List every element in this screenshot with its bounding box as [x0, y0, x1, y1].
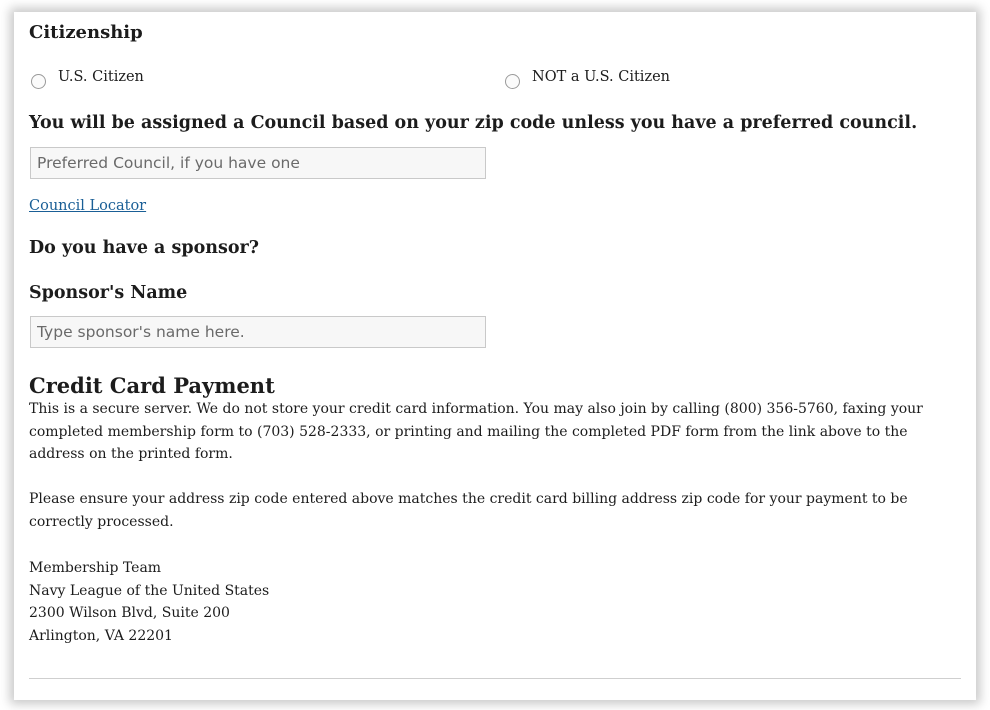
radio-circle-icon[interactable]: [505, 74, 520, 89]
preferred-council-input[interactable]: [30, 147, 486, 179]
sponsor-question: Do you have a sponsor?: [29, 238, 259, 258]
credit-card-payment-heading: Credit Card Payment: [29, 373, 275, 398]
radio-us-citizen[interactable]: [31, 68, 144, 89]
address-line-team: Membership Team: [29, 560, 162, 576]
mailing-address: [29, 557, 269, 647]
secure-server-text: This is a secure server. We do not store your credit card information. You may also join by calling (800) 356-5760, faxing your completed membership form to (703) 528-2333, or printing and mailing the completed PDF form from the link above to the address on the printed form.: [29, 401, 923, 462]
address-line-org: Navy League of the United States: [29, 582, 270, 599]
council-locator-link[interactable]: Council Locator: [29, 198, 147, 214]
radio-not-us-citizen-label[interactable]: NOT a U.S. Citizen: [532, 68, 670, 85]
address-line-city: Arlington, VA 22201: [29, 627, 173, 644]
sponsor-name-heading: Sponsor's Name: [29, 283, 188, 303]
divider: [29, 678, 961, 679]
citizenship-heading: Citizenship: [29, 22, 143, 43]
radio-circle-icon[interactable]: [31, 74, 46, 89]
radio-us-citizen-label[interactable]: U.S. Citizen: [58, 68, 144, 85]
address-line-street: 2300 Wilson Blvd, Suite 200: [29, 605, 230, 621]
form-panel: [14, 12, 976, 700]
council-heading: You will be assigned a Council based on your zip code unless you have a preferred council.: [29, 113, 918, 133]
zip-code-notice: Please ensure your address zip code entered above matches the credit card billing address zip code for your payment to be correctly processed.: [29, 491, 908, 530]
sponsor-name-input[interactable]: [30, 316, 486, 348]
radio-not-us-citizen[interactable]: [505, 68, 670, 89]
